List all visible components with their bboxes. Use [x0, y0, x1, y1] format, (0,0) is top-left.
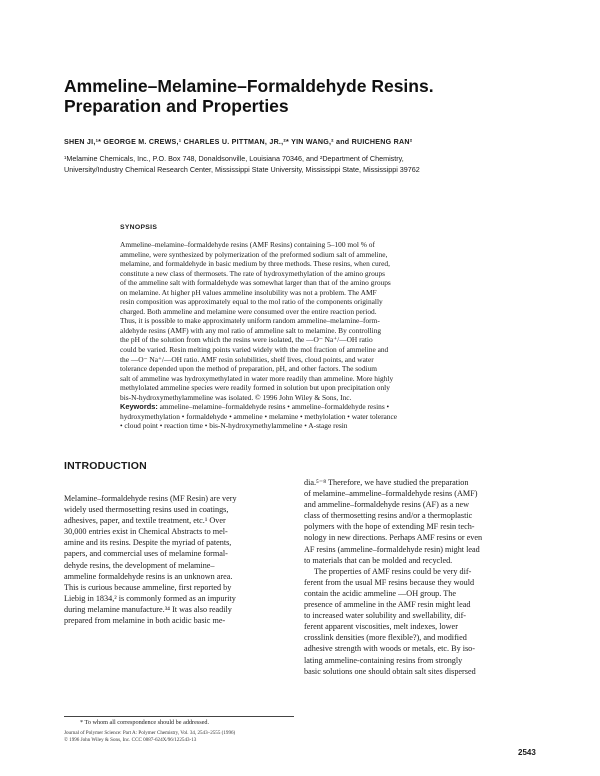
- affiliations: ¹Melamine Chemicals, Inc., P.O. Box 748, Donaldsonville, Louisiana 70346, and ²Department of Chemistry, University/Industry Chemical Research Center, Mississippi State University, Mississippi State, Mississippi 39762: [64, 154, 420, 174]
- introduction-right-paragraph-2: The properties of AMF resins could be very dif- ferent from the usual MF resins because they would contain the acidic ammeline —OH group. The presence of ammeline in the AMF resin might lead to increased water solubility and swellability, dif- ferent apparent viscosities, melt indexes, lower crosslink densities (more flexible?), and modified adhesive strength with woods or metals, etc. By iso- lating ammeline-containing resins from strongly basic solutions one should obtain salt sites dispersed: [304, 566, 476, 676]
- introduction-right-paragraph-1: dia.⁵⁻⁸ Therefore, we have studied the preparation of melamine–ammeline–formaldehyde resins (AMF) and ammeline–formaldehyde resins (AF) as a new class of thermosetting resins and/or a thermoplastic polymers with the hope of extending MF resin tech- nology in new directions. Perhaps AMF resins or even AF resins (ammeline–formaldehyde resin) might lead to materials that can be molded and recycled.: [304, 478, 483, 565]
- synopsis-heading: SYNOPSIS: [120, 224, 158, 231]
- page-number: 2543: [518, 748, 536, 757]
- keywords-label: Keywords:: [120, 402, 158, 412]
- footnote-rule: [64, 716, 294, 717]
- introduction-heading: INTRODUCTION: [64, 460, 147, 472]
- correspondence-footnote: * To whom all correspondence should be addressed.: [80, 719, 210, 726]
- author-list: SHEN JI,¹* GEORGE M. CREWS,¹ CHARLES U. PITTMAN, JR.,²* YIN WANG,² and RUICHENG RAN²: [64, 138, 413, 146]
- synopsis-text: Ammeline–melamine–formaldehyde resins (AMF Resins) containing 5–100 mol % of ammeline, were synthesized by polymerization of the preformed sodium salt of ammeline, melamine, and formaldehyde in basic medium by three methods. These resins, when cured, constitute a new class of thermosets. The rate of hydroxymethylation of the amino groups of the ammeline salt with formaldehyde was somewhat larger than that of the amino groups on melamine. At higher pH values ammeline insolubility was not a problem. The AMF resin composition was approximately equal to the mol ratio of the components originally charged. Both ammeline and melamine were consumed over the entire reaction period. Thus, it is possible to make approximately uniform random ammeline–melamine–form- aldehyde resins (AMF) with any mol ratio of ammeline salt to melamine. By controlling the pH of the solution from which the resins were isolated, the —O⁻ Na⁺/—OH ratio could be varied. Resin melting points varied widely with the mol fraction of ammeline and the —O⁻ Na⁺/—OH ratio. AMF resin solubilities, shelf lives, cloud points, and water tolerance depended upon the method of preparation, pH, and other factors. The sodium salt of ammeline was hydroxymethylated in water more readily than ammeline. More highly methylolated ammeline species were readily formed in solution but upon precipitation only bis-N-hydroxymethylammeline was isolated. © 1996 John Wiley & Sons, Inc.: [120, 240, 394, 402]
- synopsis-body: [120, 240, 538, 431]
- right-column: [304, 477, 541, 677]
- journal-citation: Journal of Polymer Science: Part A: Polymer Chemistry, Vol. 34, 2543–2555 (1996) © 1996 John Wiley & Sons, Inc. CCC 0887-624X/96/122543-13: [64, 730, 236, 743]
- introduction-left-paragraph: Melamine–formaldehyde resins (MF Resin) are very widely used thermosetting resins used in coatings, adhesives, paper, and textile treatment, etc.¹ Over 30,000 entries exist in Chemical Abstracts to mel- amine and its resins. Despite the myriad of patents, papers, and commercial uses of melamine formal- dehyde resins, the development of melamine– ammeline formaldehyde resins is an unknown area. This is curious because ammeline, first reported by Liebig in 1834,² is commonly formed as an impurity during melamine manufacture.³⁴ It was also readily prepared from melamine in both acidic basic me-: [64, 494, 237, 626]
- left-column: [64, 460, 292, 626]
- paper-title: Ammeline–Melamine–Formaldehyde Resins. Preparation and Properties: [64, 76, 434, 116]
- keywords-list: ammeline–melamine–formaldehyde resins • ammeline–formaldehyde resins • hydroxymethylation • formaldehyde • ammeline • melamine • methylolation • water tolerance • cloud point • reaction time • bis-N-hydroxymethylammeline • A-stage resin: [120, 402, 398, 431]
